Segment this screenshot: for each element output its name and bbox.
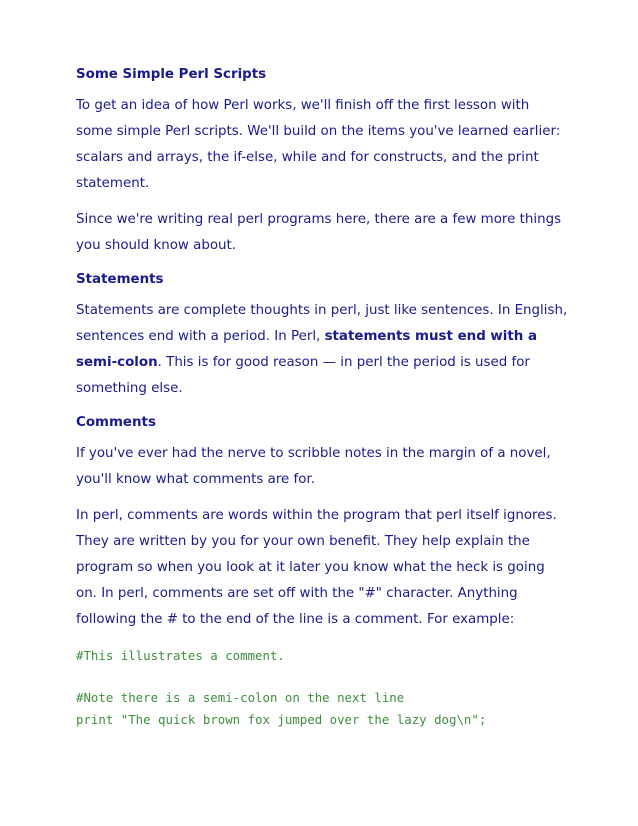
statements-paragraph — [76, 298, 568, 402]
document-page — [76, 64, 568, 731]
code-line-comment-example: #This illustrates a comment. — [76, 648, 285, 663]
statements-text-before: Statements are complete thoughts in perl, just like sentences. In English, sentences end with a period. In Perl, — [76, 303, 568, 344]
statements-bold-text: statements must end with a semi-colon — [76, 329, 538, 370]
section-heading-statements: Statements — [76, 272, 164, 287]
section-heading-comments: Comments — [76, 415, 156, 430]
comments-paragraph-1: If you've ever had the nerve to scribble notes in the margin of a novel, you'll know what comments are for. — [76, 446, 551, 487]
statements-text-after: . This is for good reason — in perl the period is used for something else. — [76, 355, 530, 396]
code-line-note-comment: #Note there is a semi-colon on the next line — [76, 690, 405, 705]
intro-paragraph-2: Since we're writing real perl programs here, there are a few more things you should know about. — [76, 212, 562, 253]
section-heading-simple-perl-scripts: Some Simple Perl Scripts — [76, 67, 267, 82]
comments-paragraph-2: In perl, comments are words within the program that perl itself ignores. They are written by you for your own benefit. They help explain the program so when you look at it later you know what the heck is going on. In perl, comments are set off with the "#" character. Anything following the # to the end of the line is a comment. For example: — [76, 508, 557, 627]
code-line-print-statement: print "The quick brown fox jumped over the lazy dog\n"; — [76, 712, 487, 727]
intro-paragraph: To get an idea of how Perl works, we'll finish off the first lesson with some simple Perl scripts. We'll build on the items you've learned earlier: scalars and arrays, the if-else, while and for constructs, and the print statement. — [76, 98, 561, 191]
